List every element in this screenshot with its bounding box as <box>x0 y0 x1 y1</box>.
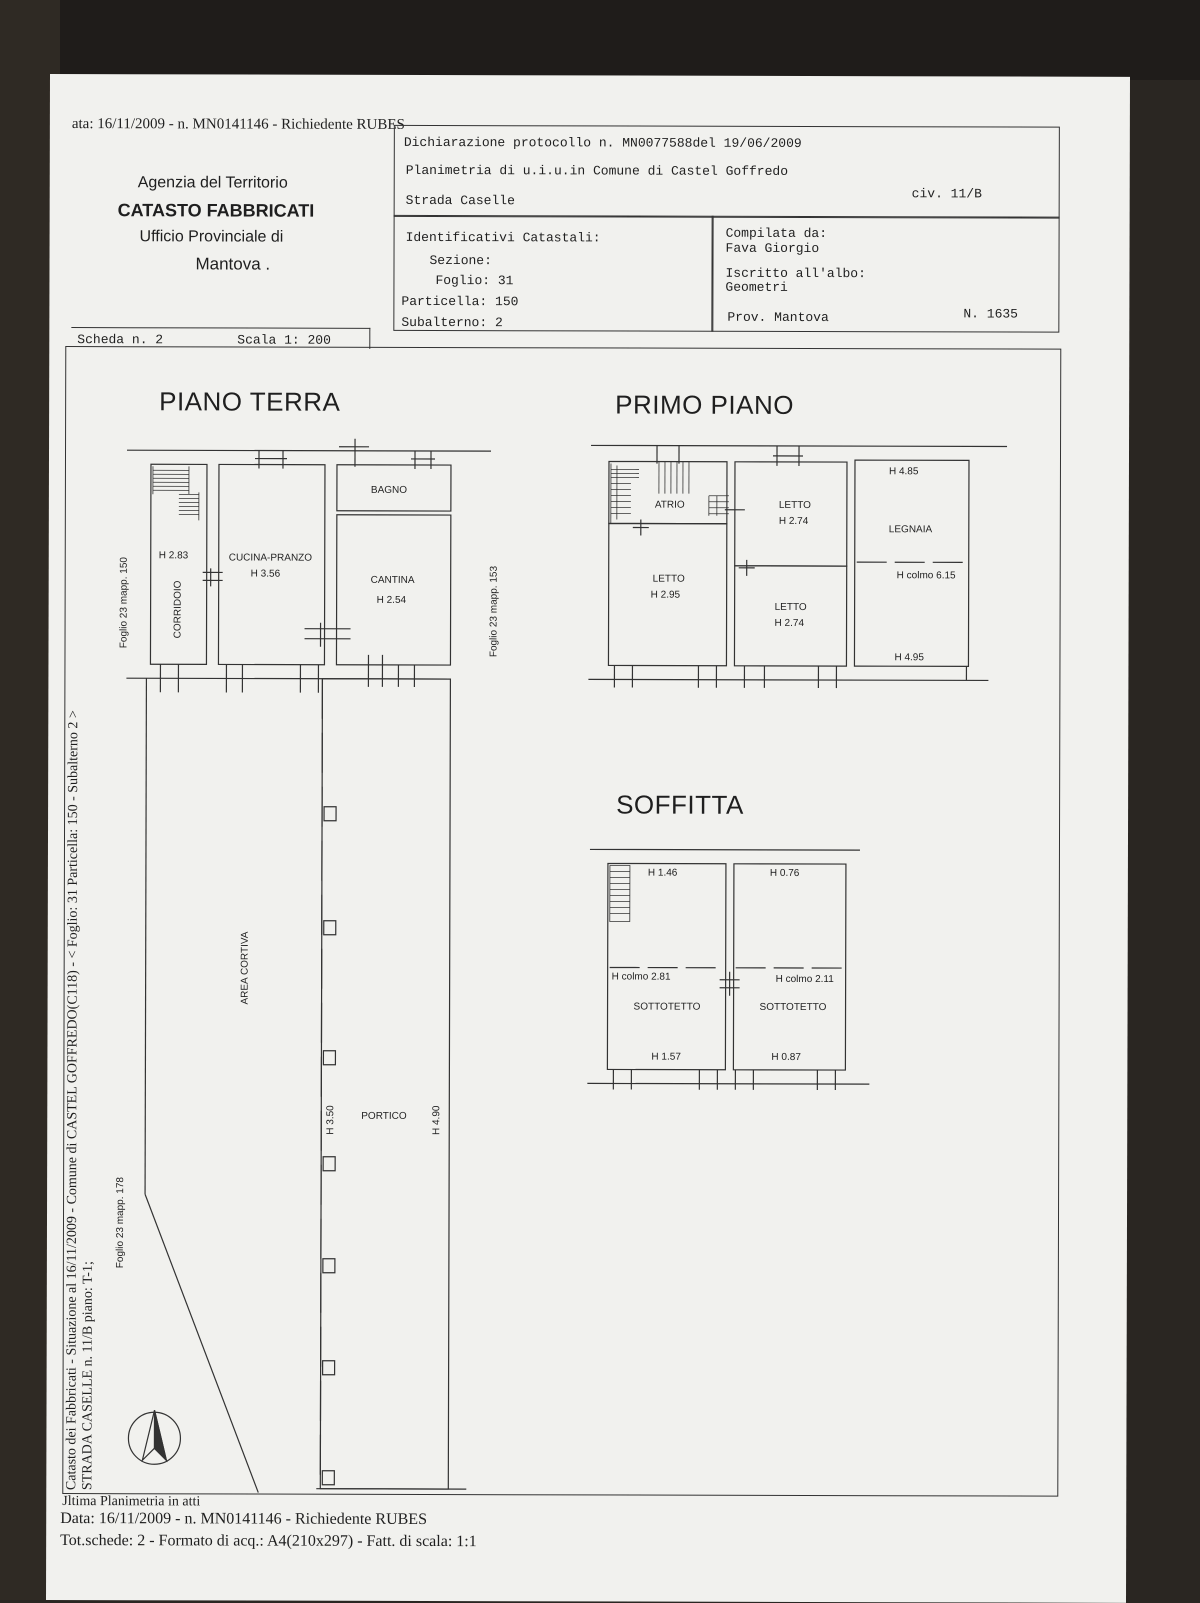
legnaia-ridge-height: H colmo 6.15 <box>897 570 956 581</box>
subalterno-value: Subalterno: 2 <box>401 315 502 330</box>
compiled-by-label: Compilata da: <box>726 226 827 241</box>
room-sottotetto-2: SOTTOTETTO <box>760 1002 827 1013</box>
room-cantina-height: H 2.54 <box>377 595 406 606</box>
register-number: N. 1635 <box>963 306 1018 321</box>
background-top <box>0 0 1200 80</box>
scheda-number: Scheda n. 2 <box>77 332 163 347</box>
civic-number: civ. 11/B <box>912 186 982 201</box>
legnaia-height-1: H 4.85 <box>889 466 918 477</box>
primo-piano-title: PRIMO PIANO <box>615 389 794 420</box>
agency-city: Mantova . <box>195 254 270 274</box>
particella-value: Particella: 150 <box>401 294 518 309</box>
margin-cadastral-situation: Catasto dei Fabbricati - Situazione al 16/11/2009 - Comune di CASTEL GOFFREDO(C118) - < Foglio: 31 Particella: 150 - Subalterno 2 > <box>64 710 82 1490</box>
compiler-name: Fava Giorgio <box>726 241 820 256</box>
planimetry-location: Planimetria di u.i.u.in Comune di Castel Goffredo <box>406 163 788 179</box>
portico-height-2: H 4.90 <box>431 1106 442 1135</box>
room-portico: PORTICO <box>361 1111 406 1122</box>
room-atrio: ATRIO <box>655 500 685 511</box>
room-cantina: CANTINA <box>371 575 415 586</box>
soffitta-height-2: H 1.57 <box>651 1052 680 1063</box>
room-corridoio-height: H 2.83 <box>159 550 188 561</box>
piano-terra-title: PIANO TERRA <box>159 386 340 417</box>
floor-plans-drawing <box>46 74 1130 1603</box>
room-letto-3-height: H 2.74 <box>775 618 804 629</box>
protocol-number: Dichiarazione protocollo n. MN0077588del 19/06/2009 <box>404 135 802 151</box>
margin-address-floor: STRADA CASELLE n. 11/B piano: T-1; <box>80 1261 97 1490</box>
street-name: Strada Caselle <box>406 193 515 208</box>
area-cortiva: AREA CORTIVA <box>240 932 251 1005</box>
room-bagno: BAGNO <box>371 485 407 496</box>
footer-request: Data: 16/11/2009 - n. MN0141146 - Richiedente RUBES <box>60 1510 427 1529</box>
soffitta-ridge-1: H colmo 2.81 <box>612 971 671 982</box>
room-letto-2: LETTO <box>779 500 811 511</box>
soffitta-height-1: H 1.46 <box>648 868 677 879</box>
footer-last-plan: Jltima Planimetria in atti <box>62 1494 200 1510</box>
neighbor-right-top: Foglio 23 mapp. 153 <box>488 566 499 657</box>
footer-format: Tot.schede: 2 - Formato di acq.: A4(210x297) - Fatt. di scala: 1:1 <box>60 1532 477 1551</box>
sezione-label: Sezione: <box>429 253 491 268</box>
register-value: Geometri <box>725 280 787 295</box>
room-letto-1: LETTO <box>653 574 685 585</box>
neighbor-left-top: Foglio 23 mapp. 150 <box>118 557 129 648</box>
room-letto-3: LETTO <box>775 602 807 613</box>
agency-office: Ufficio Provinciale di <box>140 228 284 246</box>
soffitta-height-3: H 0.76 <box>770 868 799 879</box>
room-cucina: CUCINA-PRANZO <box>229 552 312 563</box>
soffitta-ridge-2: H colmo 2.11 <box>776 974 834 985</box>
foglio-value: Foglio: 31 <box>435 273 513 288</box>
portico-height-1: H 3.50 <box>325 1105 336 1134</box>
register-label: Iscritto all'albo: <box>725 266 865 281</box>
province: Prov. Mantova <box>727 310 828 325</box>
soffitta-title: SOFFITTA <box>616 789 744 820</box>
scale-value: Scala 1: 200 <box>237 332 331 347</box>
room-cucina-height: H 3.56 <box>251 569 280 580</box>
cadastral-sheet <box>46 74 1130 1603</box>
agency-name: Agenzia del Territorio <box>138 174 288 192</box>
room-letto-1-height: H 2.95 <box>651 590 680 601</box>
identifiers-title: Identificativi Catastali: <box>406 230 601 246</box>
neighbor-left-bottom: Foglio 23 mapp. 178 <box>115 1177 126 1268</box>
agency-catasto: CATASTO FABBRICATI <box>118 200 315 222</box>
room-legnaia: LEGNAIA <box>889 524 932 535</box>
room-corridoio: CORRIDOIO <box>173 581 184 639</box>
legnaia-height-2: H 4.95 <box>894 652 923 663</box>
top-request-line: ata: 16/11/2009 - n. MN0141146 - Richiedente RUBES <box>72 116 405 134</box>
room-sottotetto-1: SOTTOTETTO <box>634 1002 701 1013</box>
room-letto-2-height: H 2.74 <box>779 516 808 527</box>
soffitta-height-4: H 0.87 <box>771 1052 800 1063</box>
